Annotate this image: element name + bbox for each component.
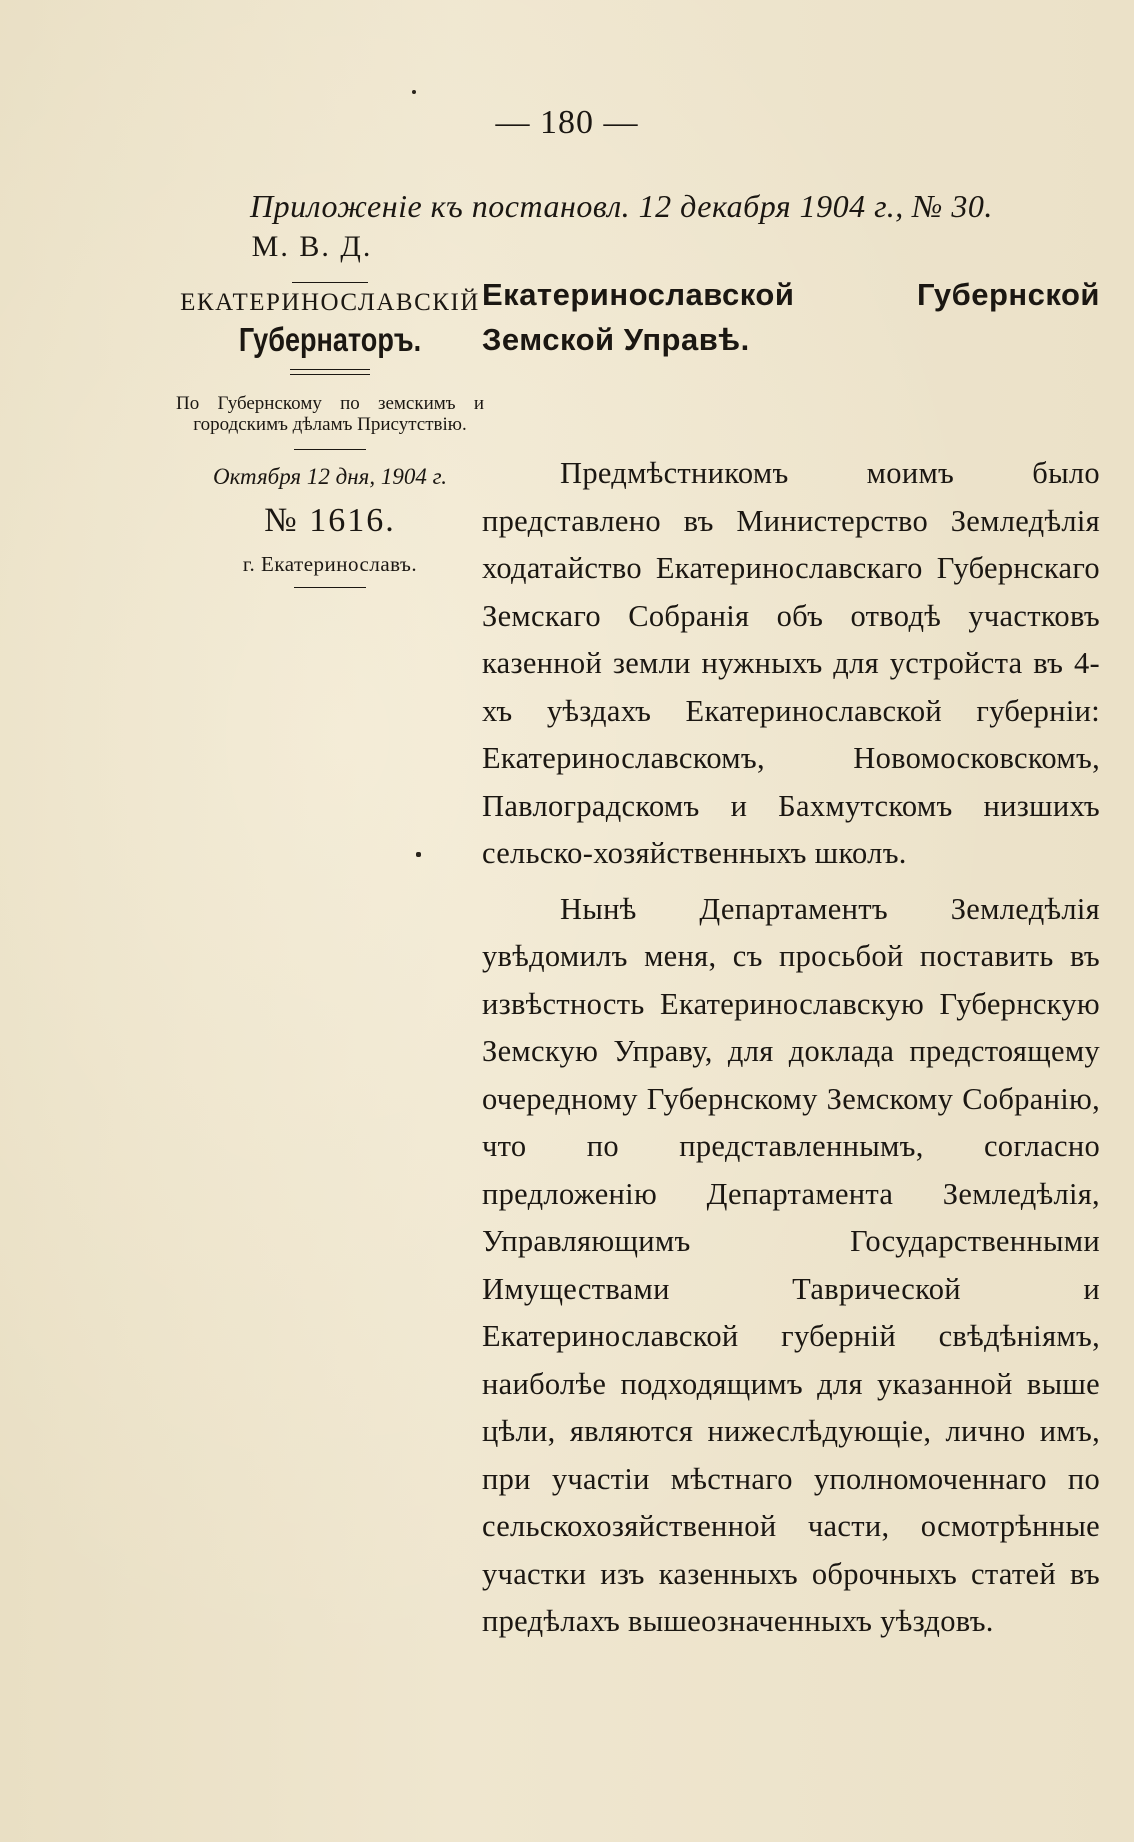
appendix-reference: Приложеніе къ постановл. 12 декабря 1904 г., № 30. (250, 188, 993, 224)
ministry-abbreviation: М. В. Д. (251, 230, 373, 263)
page-number: — 180 — (495, 104, 639, 141)
divider (292, 282, 368, 283)
sender-block (172, 230, 488, 588)
sender-title: Губернаторъ. (238, 321, 422, 358)
sender-office: По Губернскому по земскимъ и городскимъ дѣламъ Присутствію. (176, 393, 484, 435)
body-paragraph: Нынѣ Департаментъ Земледѣлія увѣдомилъ меня, съ просьбой поставить въ извѣстность Екатеринославскую Губернскую Земскую Управу, для доклада предстоящему очередному Губернскому Земскому Собранію, что по представленнымъ, согласно предложенію Департамента Земледѣлія, Управляющимъ Государственными Имуществами Таврической и Екатеринославской губерній свѣдѣніямъ, наиболѣе подходящимъ для указанной выше цѣли, являются нижеслѣдующіе, лично имъ, при участіи мѣстнаго уполномоченнаго по сельскохозяйственной части, осмотрѣнные участки изъ казенныхъ оброчныхъ статей въ предѣлахъ вышеозначенныхъ уѣздовъ. (482, 891, 1100, 1638)
letter-body (482, 272, 1100, 1646)
ink-speck (412, 90, 416, 94)
double-divider (290, 369, 370, 375)
divider (294, 587, 366, 588)
letter-date: Октября 12 дня, 1904 г. (212, 464, 447, 489)
letter-number: № 1616. (264, 502, 396, 539)
governorate-name: ЕКАТЕРИНОСЛАВСКІЙ (180, 289, 480, 316)
body-paragraph: Предмѣстникомъ моимъ было представлено въ Министерство Земледѣлія ходатайство Екатеринославскаго Губернскаго Земскаго Собранія объ отводѣ участковъ казенной земли нужныхъ для устройста въ 4-хъ уѣздахъ Екатеринославской губерніи: Екатеринославскомъ, Новомосковскомъ, Павлоградскомъ и Бахмутскомъ низшихъ сельско-хозяйственныхъ школъ. (482, 456, 1100, 870)
divider (294, 449, 366, 450)
addressee-heading: Екатеринославской Губернской Земской Управѣ. (482, 277, 1100, 357)
ink-speck (416, 852, 421, 857)
letter-city: г. Екатеринославъ. (242, 552, 418, 576)
